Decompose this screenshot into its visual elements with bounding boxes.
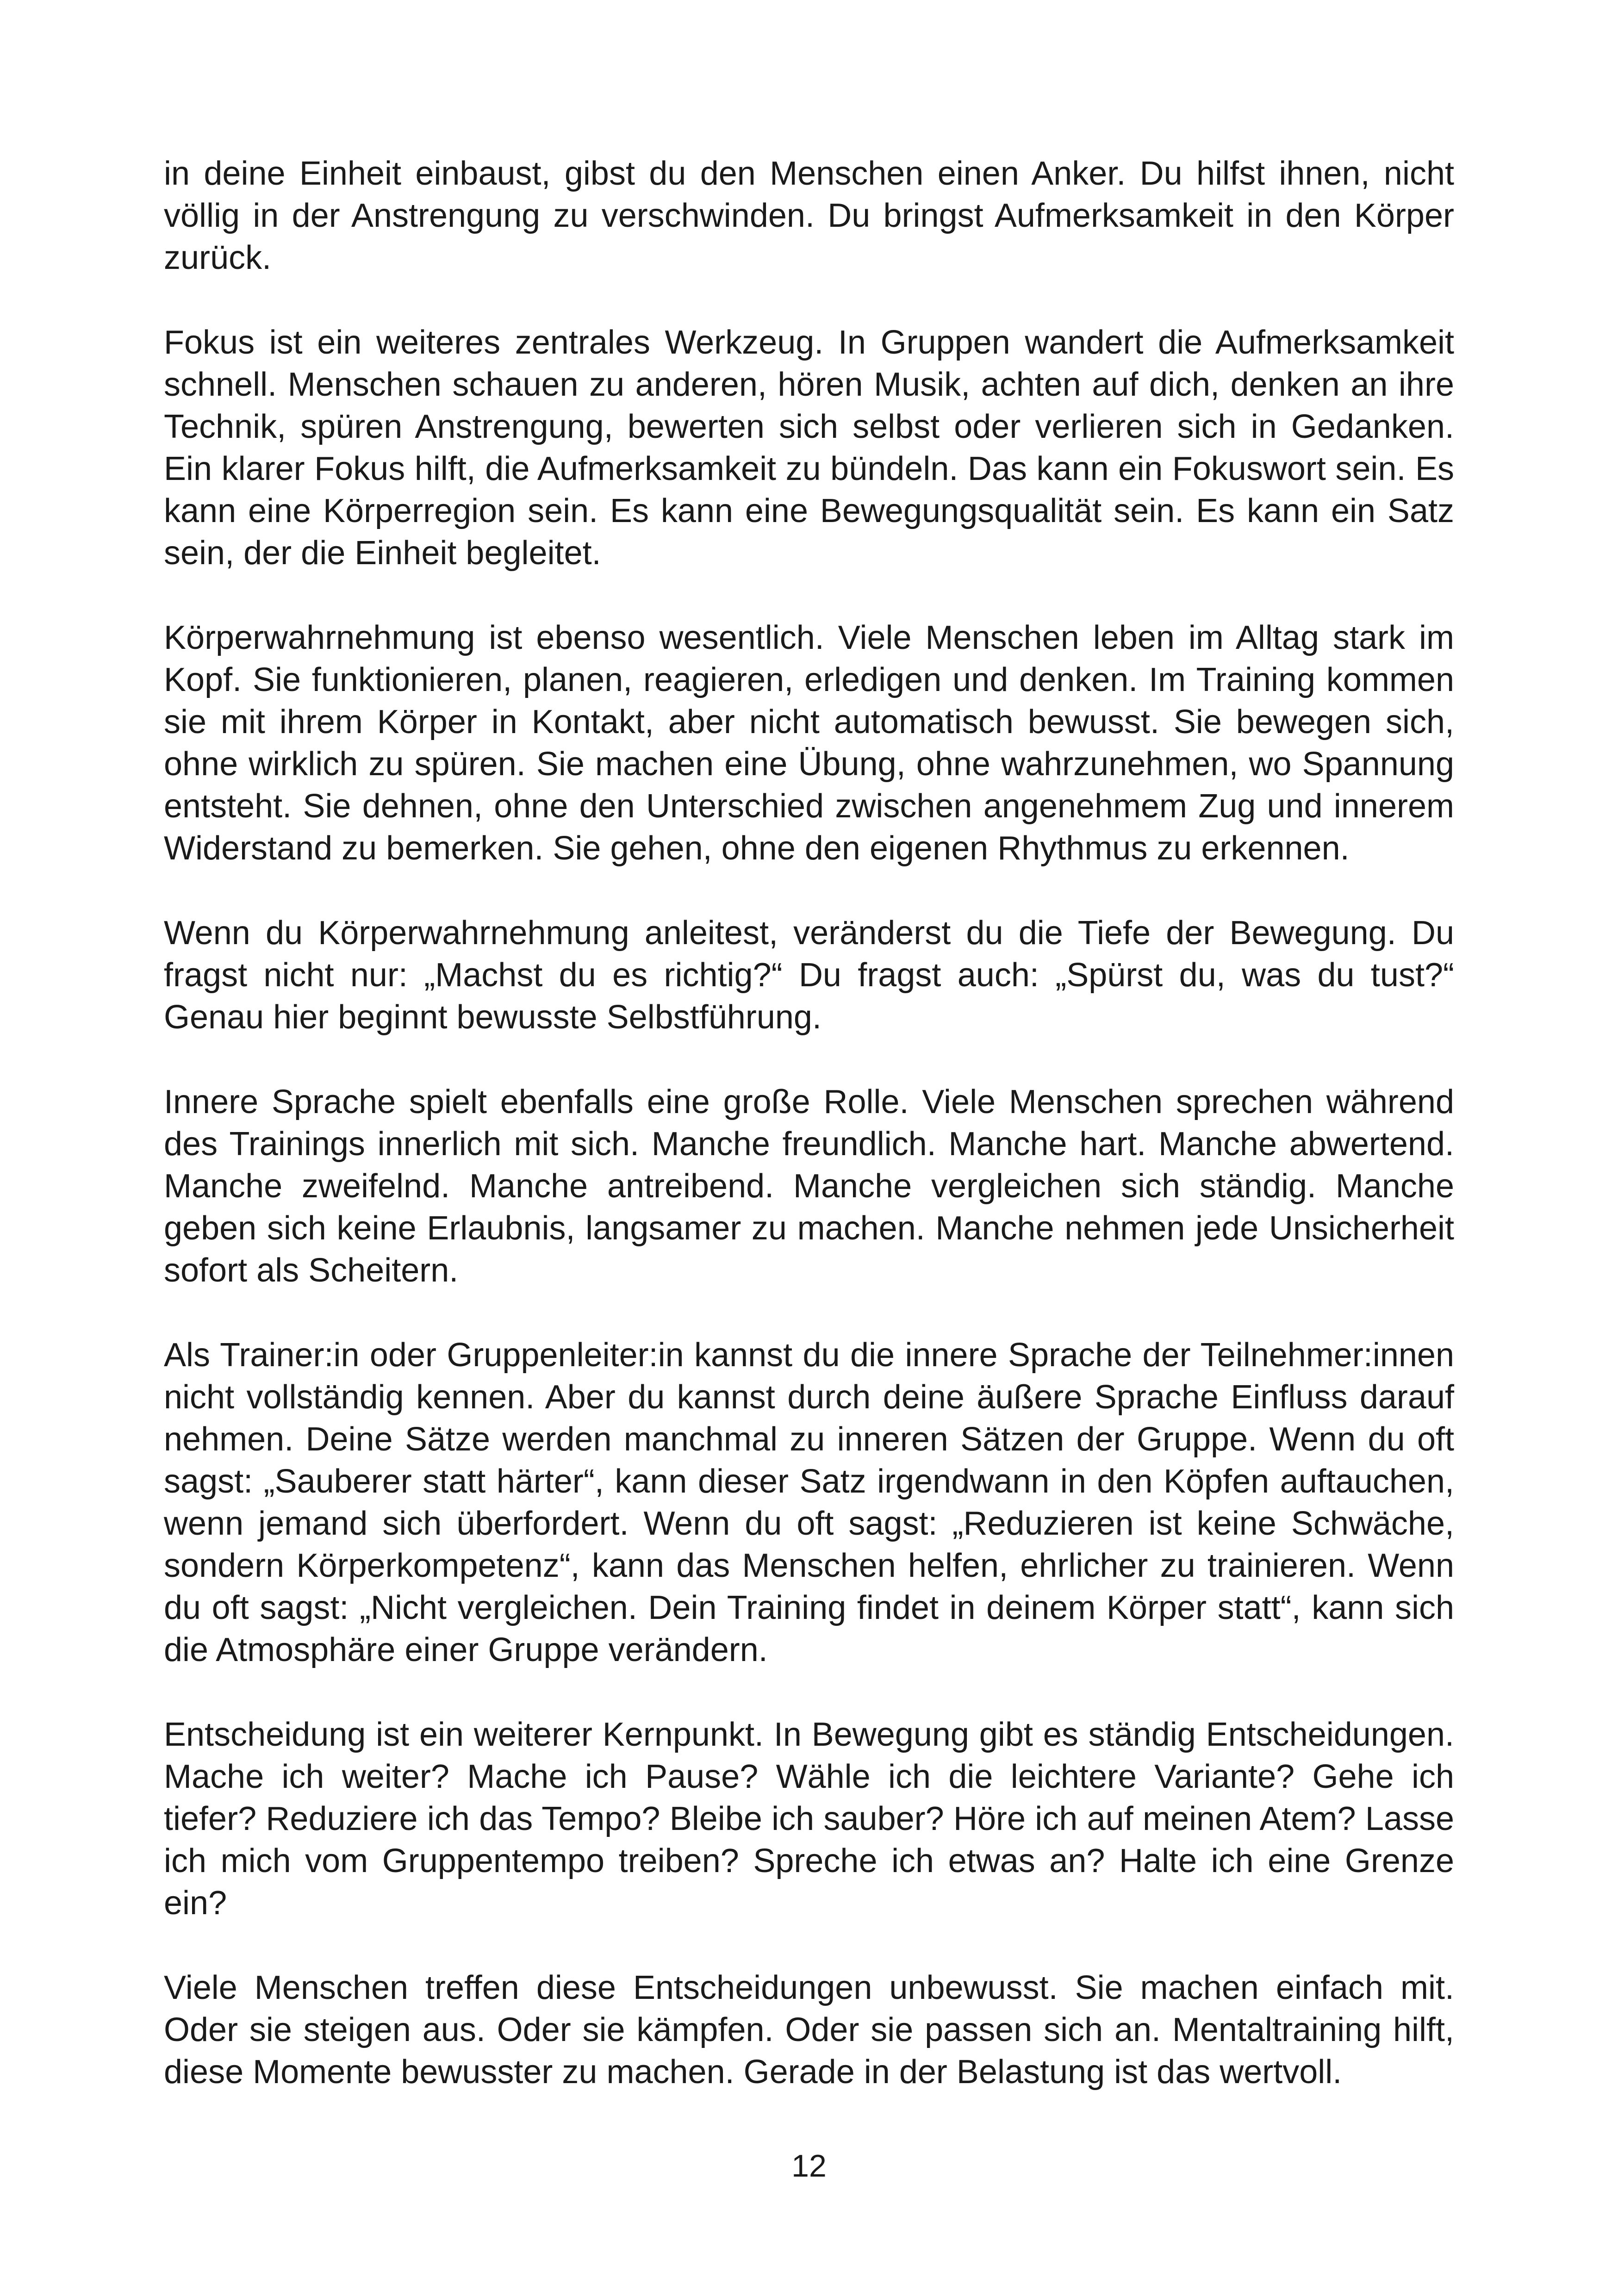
paragraph-trainer-language: Als Trainer:in oder Gruppenleiter:in kannst du die innere Sprache der Teilnehmer:innen nicht vollständig kennen. Aber du kannst durch deine äußere Sprache Einfluss darauf nehmen. Deine Sätze werden manchmal zu inneren Sätzen der Gruppe. Wenn du oft sagst: „Sauberer statt härter“, kann dieser Satz irgendwann in den Köpfen auftauchen, wenn jemand sich überfordert. Wenn du oft sagst: „Reduzieren ist keine Schwäche, sondern Körperkompetenz“, kann das Menschen helfen, ehrlicher zu trainieren. Wenn du oft sagst: „Nicht vergleichen. Dein Training findet in deinem Körper statt“, kann sich die Atmosphäre einer Gruppe verändern. <box>164 1337 1454 1668</box>
page-body <box>164 153 1454 2093</box>
page-number: 12 <box>791 2148 827 2184</box>
paragraph-inner-language: Innere Sprache spielt ebenfalls eine große Rolle. Viele Menschen sprechen während des Trainings innerlich mit sich. Manche freundlich. Manche hart. Manche abwertend. Manche zweifelnd. Manche antreibend. Manche vergleichen sich ständig. Manche geben sich keine Erlaubnis, langsamer zu machen. Manche nehmen jede Unsicherheit sofort als Scheitern. <box>164 1083 1454 1289</box>
paragraph-unconscious-decisions: Viele Menschen treffen diese Entscheidungen unbewusst. Sie machen einfach mit. Oder sie steigen aus. Oder sie kämpfen. Oder sie passen sich an. Mentaltraining hilft, diese Momente bewusster zu machen. Gerade in der Belastung ist das wertvoll. <box>164 1969 1454 2091</box>
paragraph-decision: Entscheidung ist ein weiterer Kernpunkt. In Bewegung gibt es ständig Entscheidungen. Mache ich weiter? Mache ich Pause? Wähle ich die leichtere Variante? Gehe ich tiefer? Reduziere ich das Tempo? Bleibe ich sauber? Höre ich auf meinen Atem? Lasse ich mich vom Gruppentempo treiben? Spreche ich etwas an? Halte ich eine Grenze ein? <box>164 1716 1454 1922</box>
paragraph-guiding-awareness: Wenn du Körperwahrnehmung anleitest, veränderst du die Tiefe der Bewegung. Du fragst nicht nur: „Machst du es richtig?“ Du fragst auch: „Spürst du, was du tust?“ Genau hier beginnt bewusste Selbstführung. <box>164 915 1454 1036</box>
paragraph-focus: Fokus ist ein weiteres zentrales Werkzeug. In Gruppen wandert die Aufmerksamkeit schnell. Menschen schauen zu anderen, hören Musik, achten auf dich, denken an ihre Technik, spüren Anstrengung, bewerten sich selbst oder verlieren sich in Gedanken. Ein klarer Fokus hilft, die Aufmerksamkeit zu bündeln. Das kann ein Fokuswort sein. Es kann eine Körperregion sein. Es kann eine Bewegungsqualität sein. Es kann ein Satz sein, der die Einheit begleitet. <box>164 324 1454 572</box>
paragraph-anchor: in deine Einheit einbaust, gibst du den Menschen einen Anker. Du hilfst ihnen, nicht völlig in der Anstrengung zu verschwinden. Du bringst Aufmerksamkeit in den Körper zurück. <box>164 155 1454 276</box>
paragraph-body-awareness: Körperwahrnehmung ist ebenso wesentlich. Viele Menschen leben im Alltag stark im Kopf. Sie funktionieren, planen, reagieren, erledigen und denken. Im Training kommen sie mit ihrem Körper in Kontakt, aber nicht automatisch bewusst. Sie bewegen sich, ohne wirklich zu spüren. Sie machen eine Übung, ohne wahrzunehmen, wo Spannung entsteht. Sie dehnen, ohne den Unterschied zwischen angenehmem Zug und innerem Widerstand zu bemerken. Sie gehen, ohne den eigenen Rhythmus zu erkennen. <box>164 619 1454 867</box>
